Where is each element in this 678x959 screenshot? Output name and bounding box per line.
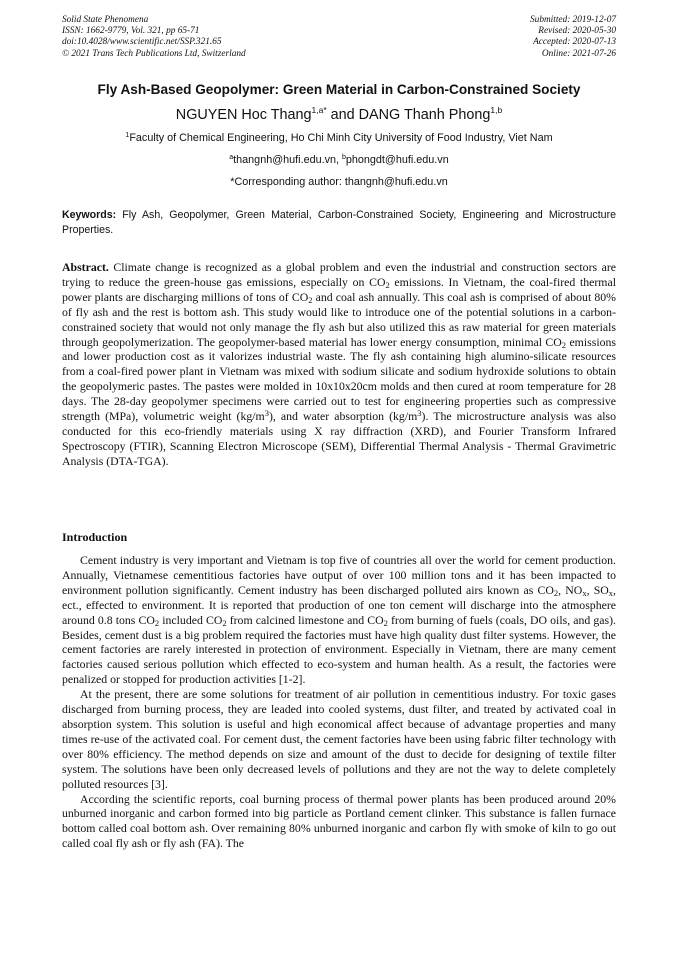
intro-paragraph-1 (62, 553, 616, 687)
abstract-text: ), and water absorption (kg/m (268, 409, 418, 424)
superscript: 3 (264, 408, 269, 419)
paragraph-text: Cement industry is very important and Vietnam is top five of countries all over the world for cement production. Annually, Vietnamese cementitious factories have output of over 100 million tons and it has been impacted to environment pollution significantly. Cement industry has been discharged polluted airs known as CO (62, 553, 616, 597)
corresponding-author: *Corresponding author: thangnh@hufi.edu.vn (230, 176, 448, 188)
email-b-sup: b (341, 154, 346, 161)
paragraph-text: , NO (558, 582, 583, 597)
author-2: DANG Thanh Phong (358, 107, 491, 123)
abstract-text: emissions and lower production cost as it valorizes industrial waste. The fly ash containing high alumino-silicate resources from a coal-fired power plant in Vietnam was mixed with sodium silicate and sodium hydroxide solutions to obtain the geopolymeric pastes. The pastes were molded in 10x10x20cm molds and then cured at room temperature for 28 days. The 28-day geopolymer specimens were carried out to test for engineering properties such as compressive strength (MPa), volumetric weight (kg/m (62, 334, 616, 424)
author-1-sup: 1,a* (311, 105, 327, 115)
abstract-text: and coal ash annually. This coal ash is comprised of about 80% of fly ash and the rest is bottom ash. This study would like to introduce one of the potential solutions in a carbon-constrained society that would not only manage the fly ash but also utilized this as raw material for green materials through geopolymerization. The geopolymer-based material has lower energy consumption, minimal CO (62, 289, 616, 349)
journal-issn: ISSN: 1662-9779, Vol. 321, pp 65-71 (62, 26, 200, 37)
journal-name: Solid State Phenomena (62, 15, 149, 25)
affiliation (30, 132, 648, 144)
email-a[interactable]: thangnh@hufi.edu.vn, (233, 154, 342, 166)
abstract-section (62, 260, 616, 469)
journal-doi: doi:10.4028/www.scientific.net/SSP.321.65 (62, 37, 222, 48)
introduction-heading: Introduction (62, 530, 128, 544)
abstract-label: Abstract. (62, 260, 109, 274)
subscript: 2 (222, 617, 227, 628)
keywords-section (62, 208, 616, 238)
author-line (40, 105, 638, 123)
subscript: 2 (154, 617, 160, 628)
journal-header (62, 15, 616, 63)
author-1: NGUYEN Hoc Thang (175, 107, 312, 123)
subscript: x (582, 587, 587, 598)
email-b[interactable]: phongdt@hufi.edu.vn (345, 154, 449, 166)
intro-paragraph-3: According the scientific reports, coal burning process of thermal power plants has been produced around 20% unburned inorganic and carbon formed into big particle as Portland cement clinker. This substance is fallen furnace bottom called coal bottom ash. Over remaining 80% unburned inorganic and carbon fly with smoke of kiln to go out called coal fly ash or fly ash (FA). The (62, 791, 616, 851)
date-revised: Revised: 2020-05-30 (538, 26, 616, 37)
author-joiner: and (326, 107, 359, 123)
intro-paragraph-2: At the present, there are some solutions for treatment of air pollution in cementitious industry. For toxic gases discharged from burning process, they are leaded into cooled systems, dust filter, and treated by activated coal in absorption system. This solution is useful and high economical affect because of advantage properties and many times re-use of the activated coal. For cement dust, the cement factories have been using fabric filter technology with over 80% efficiency. The method depends on size and amount of the dust to decide for designing of textile filter system. The solutions have been only decreased levels of pollutions and they are not the way to delete completely polluted resources [3]. (62, 687, 616, 791)
keywords-text: Fly Ash, Geopolymer, Green Material, Carbon-Constrained Society, Engineering and Microstructure Properties. (62, 209, 616, 237)
abstract-text: ). The microstructure analysis was also conducted for this eco-friendly materials using X ray diffraction (XRD), and Fourier Transform Infrared Spectroscopy (FTIR), Scanning Electron Microscope (SEM), Differential Thermal Analysis - Thermal Gravimetric Analysis (DTA-TGA). (62, 409, 616, 468)
date-accepted: Accepted: 2020-07-13 (533, 37, 616, 48)
paragraph-text: from calcined limestone and CO (226, 612, 384, 627)
header-right (530, 15, 616, 60)
author-2-sup: 1,b (490, 105, 503, 115)
superscript: 3 (417, 408, 422, 419)
subscript: x (608, 587, 614, 598)
subscript: 2 (561, 339, 567, 350)
subscript: 2 (553, 587, 559, 598)
introduction-section (62, 553, 616, 851)
subscript: 2 (308, 294, 313, 305)
abstract-text: Climate change is recognized as a global problem and even the industrial and construction sectors are trying to reduce the green-house gas emissions, especially on CO (62, 260, 616, 289)
affiliation-number: 1 (125, 132, 130, 139)
subscript: 2 (383, 617, 388, 628)
paragraph-text: , ect., effected to environment. It is reported that production of one ton cement will discharge into the atmosphere around 0.8 tons CO (62, 582, 616, 627)
abstract-text: emissions. In Vietnam, the coal-fired thermal power plants are discharging millions of tons of CO (62, 274, 617, 304)
paper-title: Fly Ash-Based Geopolymer: Green Material in Carbon-Constrained Society (97, 82, 581, 97)
email-a-sup: a (229, 154, 234, 161)
email-line (30, 154, 648, 166)
journal-copyright: © 2021 Trans Tech Publications Ltd, Switzerland (62, 48, 246, 59)
keywords-label: Keywords: (62, 209, 117, 221)
header-left (62, 15, 246, 60)
date-online: Online: 2021-07-26 (541, 48, 616, 59)
paragraph-text: , SO (586, 582, 609, 597)
paragraph-text: from burning of fuels (coals, DO oils, and gas). Besides, cement dust is a big problem required the factories must have high quality dust filter systems. However, the cement factories are rarely interested in protection of environment. Especially in Vietnam, there are many cement factories caused serious pollution which effected to eco-system and human health. As a result, the factories were penalized or stopped for production activities [1-2]. (62, 612, 616, 687)
affiliation-text: Faculty of Chemical Engineering, Ho Chi Minh City University of Food Industry, Viet Nam (129, 132, 553, 144)
subscript: 2 (385, 279, 390, 290)
date-submitted: Submitted: 2019-12-07 (530, 15, 616, 25)
paragraph-text: included CO (159, 612, 223, 627)
